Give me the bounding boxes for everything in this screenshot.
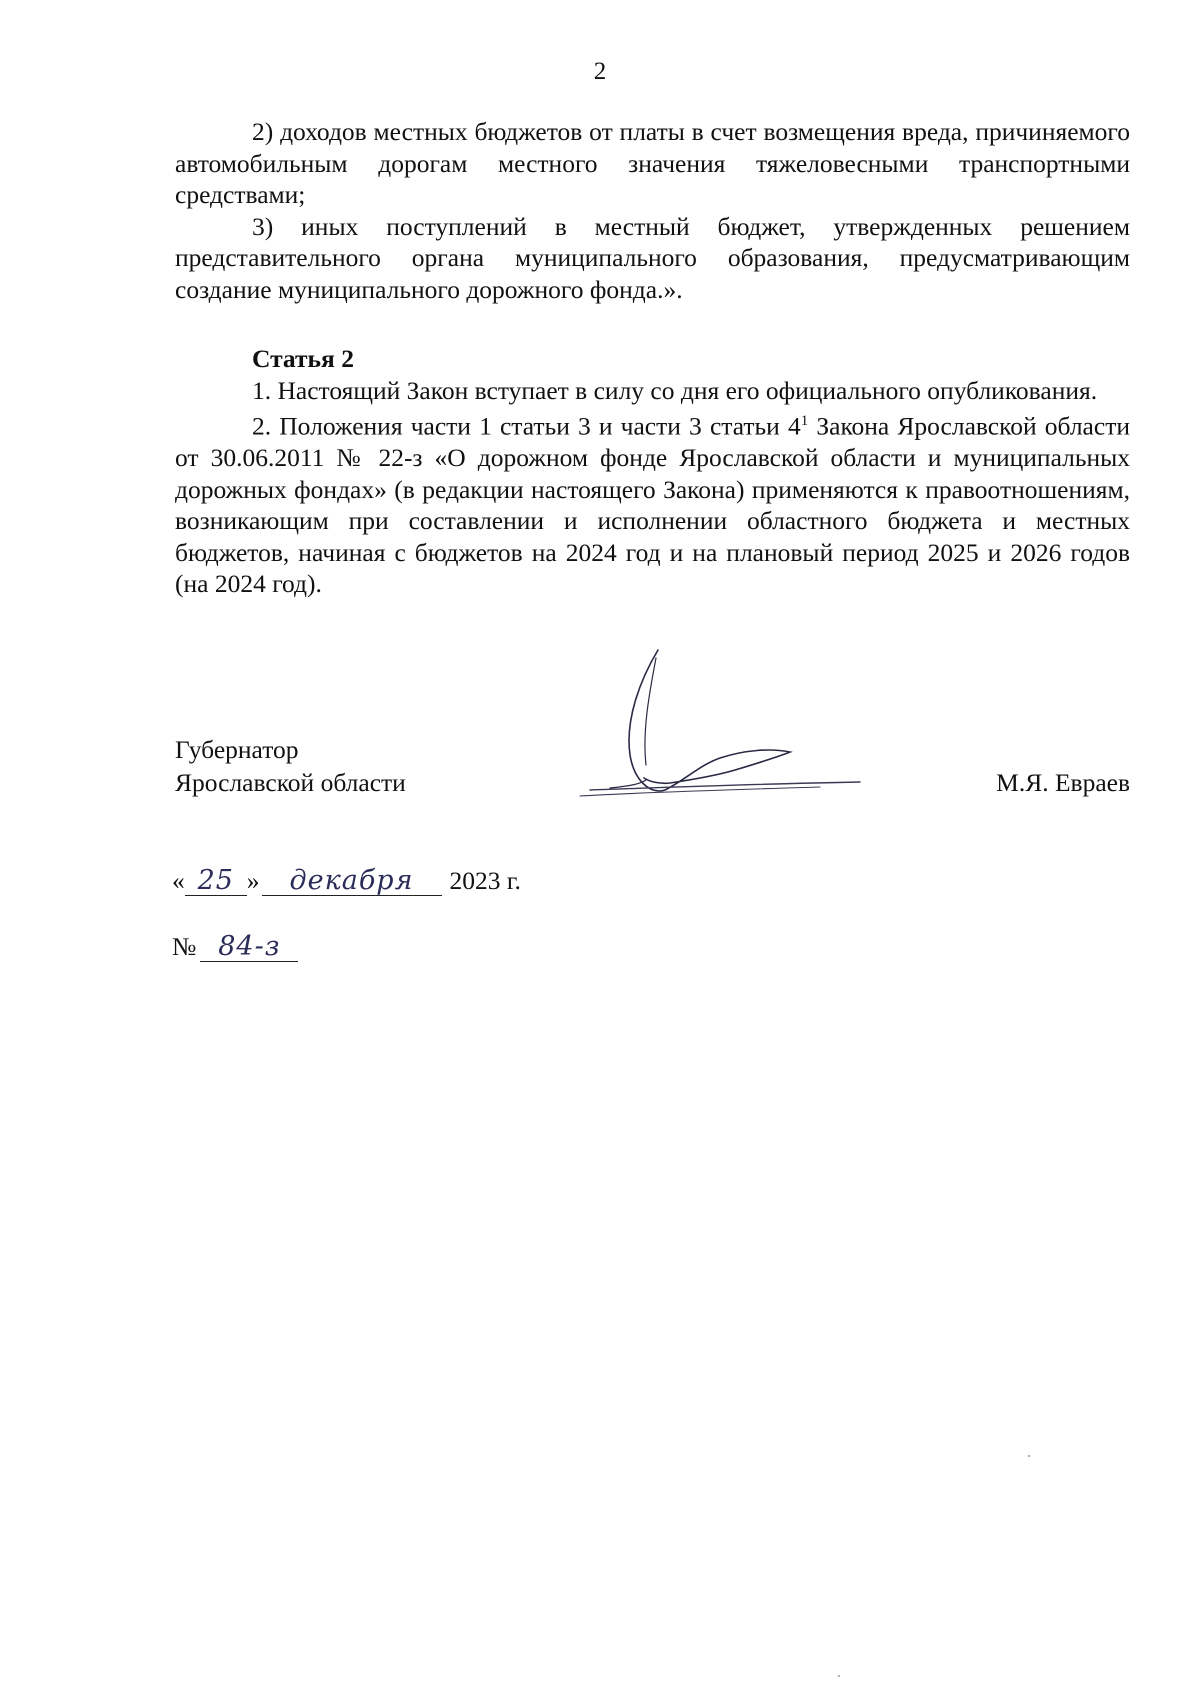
article-heading: Статья 2	[252, 344, 354, 373]
article-2	[175, 343, 1130, 600]
signatory-title	[175, 733, 406, 799]
article-2-clause-1: 1. Настоящий Закон вступает в силу со дня его официального опубликования.	[252, 375, 1098, 405]
amendment-list-continuation	[175, 116, 1130, 305]
scan-speck	[838, 1675, 840, 1677]
date-open-quote: «	[172, 866, 185, 895]
page-number: 2	[593, 58, 607, 85]
handwritten-signature	[570, 640, 930, 820]
date-month-handwritten: декабря	[289, 865, 414, 896]
date-day-handwritten: 25	[197, 865, 234, 896]
list-item-3: 3) иных поступлений в местный бюджет, утвержденных решением представительного органа муниципального образования, предусматривающим создание муниципального дорожного фонда.».	[175, 211, 1130, 304]
clause-2-text-start: 2. Положения части 1 статьи 3 и части 3 статьи 4	[252, 411, 801, 441]
law-number	[172, 930, 298, 964]
number-symbol: №	[172, 932, 197, 961]
signatory-title-line-1: Губернатор	[175, 735, 299, 764]
date-day-field	[185, 867, 247, 896]
signatory-title-line-2: Ярославской области	[175, 768, 406, 797]
signing-date	[172, 864, 521, 898]
list-item-2: 2) доходов местных бюджетов от платы в счет возмещения вреда, причиняемого автомобильным дорогам местного значения тяжеловесными транспортными средствами;	[175, 117, 1130, 209]
date-year: 2023 г.	[449, 866, 521, 895]
date-month-field	[262, 867, 442, 896]
law-number-handwritten: 84-з	[218, 931, 281, 962]
clause-2-text-end: Закона Ярославской области от 30.06.2011 № 22-з «О дорожном фонде Ярославской области и муниципальных дорожных фондах» (в редакции настоящего Закона) применяются к правоотношениям, возникающим при составлении и исполнении областного бюджета и местных бюджетов, начиная с бюджетов на 2024 год и на плановый период 2025 и 2026 годов (на 2024 год).	[175, 411, 1130, 598]
article-2-clause-2	[175, 406, 1130, 600]
scan-speck	[1028, 1455, 1030, 1457]
superscript-index: 1	[800, 413, 809, 429]
date-close-quote: »	[246, 866, 260, 895]
law-number-field	[200, 933, 298, 962]
signer-name: М.Я. Евраев	[996, 768, 1130, 797]
